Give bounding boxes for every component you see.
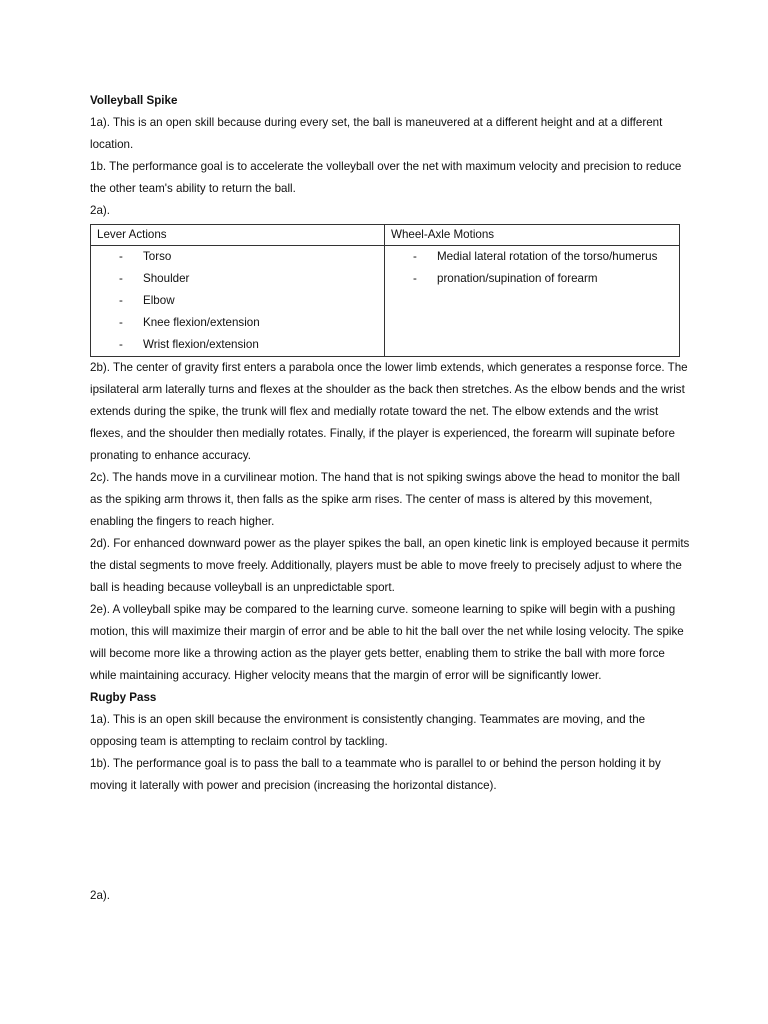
rugby-paragraph-1b: 1b). The performance goal is to pass the ball to a teammate who is parallel to or behind the person holding it by moving it laterally with power and precision (increasing the horizontal distance). [90,757,661,792]
dash-marker: - [119,294,123,307]
list-item [117,246,378,268]
list-item [117,290,378,312]
list-item-text: Elbow [143,294,175,307]
paragraph-2b: 2b). The center of gravity first enters a parabola once the lower limb extends, which generates a response force. The ipsilateral arm laterally turns and flexes at the shoulder as the back then stretches. As the elbow bends and the wrist extends during the spike, the trunk will flex and medially rotate toward the net. The elbow extends and the wrist flexes, and the shoulder then medially rotates. Finally, if the player is experienced, the forearm will supinate before pronating to enhance accuracy. [90,361,688,462]
dash-marker: - [413,250,417,263]
rugby-paragraph-2a-label: 2a). [90,889,110,902]
paragraph-1b: 1b. The performance goal is to accelerate the volleyball over the net with maximum velocity and precision to reduce the other team's ability to return the ball. [90,160,682,195]
list-item [411,246,673,268]
list-item-text: Knee flexion/extension [143,316,260,329]
list-item-text: Shoulder [143,272,190,285]
lever-actions-cell [91,246,385,357]
dash-marker: - [119,338,123,351]
dash-marker: - [119,250,123,263]
table-row [91,246,680,357]
table-header-row [91,225,680,246]
dash-marker: - [119,272,123,285]
section-heading-rugby: Rugby Pass [90,691,157,704]
paragraph-1a: 1a). This is an open skill because during every set, the ball is maneuvered at a different height and at a different location. [90,116,663,151]
wheel-axle-list [391,246,673,290]
list-item-text: Torso [143,250,172,263]
paragraph-2e: 2e). A volleyball spike may be compared to the learning curve. someone learning to spike will begin with a pushing motion, this will maximize their margin of error and be able to hit the ball over the net while losing velocity. The spike will become more like a throwing action as the player gets better, enabling them to strike the ball with more force while maintaining accuracy. Higher velocity means that the margin of error will be significantly lower. [90,603,684,682]
column-header-wheel-axle: Wheel-Axle Motions [385,225,680,246]
list-item [117,312,378,334]
list-item-text: pronation/supination of forearm [437,272,598,285]
blank-space [90,797,690,885]
list-item-text: Wrist flexion/extension [143,338,259,351]
list-item [117,268,378,290]
paragraph-2a-label: 2a). [90,204,110,217]
section-heading-volleyball: Volleyball Spike [90,94,178,107]
wheel-axle-cell [385,246,680,357]
paragraph-2d: 2d). For enhanced downward power as the player spikes the ball, an open kinetic link is employed because it permits the distal segments to move freely. Additionally, players must be able to move freely to precisely adjust to where the ball is heading because volleyball is an unpredictable sport. [90,537,690,594]
column-header-lever-actions: Lever Actions [91,225,385,246]
list-item-text: Medial lateral rotation of the torso/humerus [437,250,658,263]
list-item [117,334,378,356]
document-body [90,90,690,907]
dash-marker: - [119,316,123,329]
dash-marker: - [413,272,417,285]
lever-actions-list [97,246,378,356]
rugby-paragraph-1a: 1a). This is an open skill because the environment is consistently changing. Teammates are moving, and the opposing team is attempting to reclaim control by tackling. [90,713,646,748]
list-item [411,268,673,290]
motions-table [90,224,680,357]
paragraph-2c: 2c). The hands move in a curvilinear motion. The hand that is not spiking swings above the head to monitor the ball as the spiking arm throws it, then falls as the spike arm rises. The center of mass is altered by this movement, enabling the fingers to reach higher. [90,471,680,528]
